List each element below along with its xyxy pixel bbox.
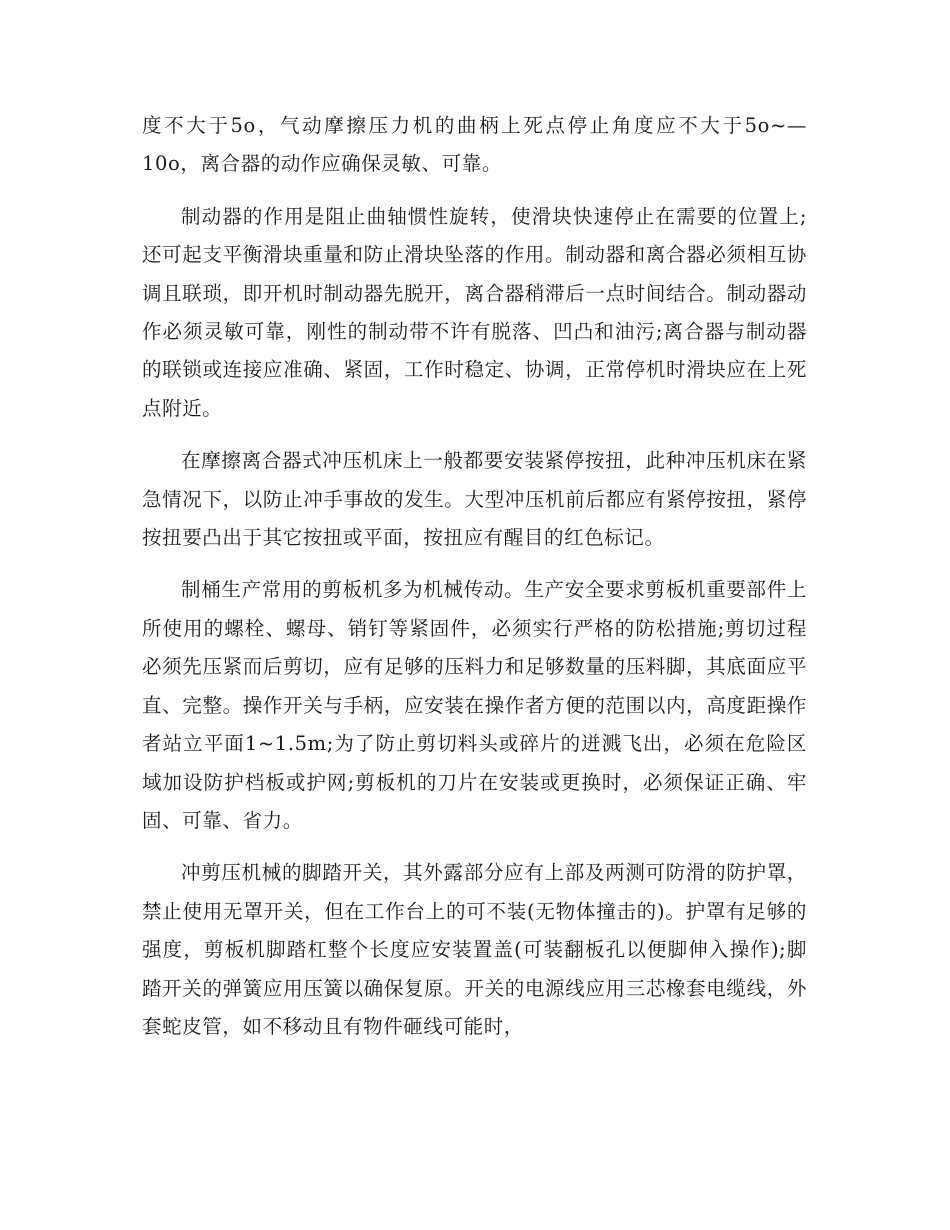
paragraph-3: 在摩擦离合器式冲压机床上一般都要安装紧停按扭，此种冲压机床在紧急情况下，以防止冲手事故的发生。大型冲压机前后都应有紧停按扭，紧停按扭要凸出于其它按扭或平面，按扭应有醒目的红色标记。 bbox=[142, 449, 807, 550]
paragraph-4: 制桶生产常用的剪板机多为机械传动。生产安全要求剪板机重要部件上所使用的螺栓、螺母、销钉等紧固件，必须实行严格的防松措施;剪切过程必须先压紧而后剪切，应有足够的压料力和足够数量的压料脚，其底面应平直、完整。操作开关与手柄，应安装在操作者方便的范围以内，高度距操作者站立平面1~1.5m;为了防止剪切料头或碎片的迸溅飞出，必须在危险区域加设防护档板或护网;剪板机的刀片在安装或更换时，必须保证正确、牢固、可靠、省力。 bbox=[142, 578, 807, 832]
paragraph-2: 制动器的作用是阻止曲轴惯性旋转，使滑块快速停止在需要的位置上;还可起支平衡滑块重量和防止滑块坠落的作用。制动器和离合器必须相互协调且联琐，即开机时制动器先脱开，离合器稍滞后一点时间结合。制动器动作必须灵敏可靠，刚性的制动带不许有脱落、凹凸和油污;离合器与制动器的联锁或连接应准确、紧固，工作时稳定、协调，正常停机时滑块应在上死点附近。 bbox=[142, 204, 807, 420]
paragraph-5: 冲剪压机械的脚踏开关，其外露部分应有上部及两测可防滑的防护罩，禁止使用无罩开关，但在工作台上的可不装(无物体撞击的)。护罩有足够的强度，剪板机脚踏杠整个长度应安装置盖(可装翻板孔以便脚伸入操作);脚踏开关的弹簧应用压簧以确保复原。开关的电源线应用三芯橡套电缆线，外套蛇皮管，如不移动且有物件砸线可能时， bbox=[142, 861, 807, 1038]
document-page bbox=[142, 107, 807, 1046]
paragraph-1: 度不大于5o，气动摩擦压力机的曲柄上死点停止角度应不大于5o~—10o，离合器的动作应确保灵敏、可靠。 bbox=[142, 114, 807, 176]
